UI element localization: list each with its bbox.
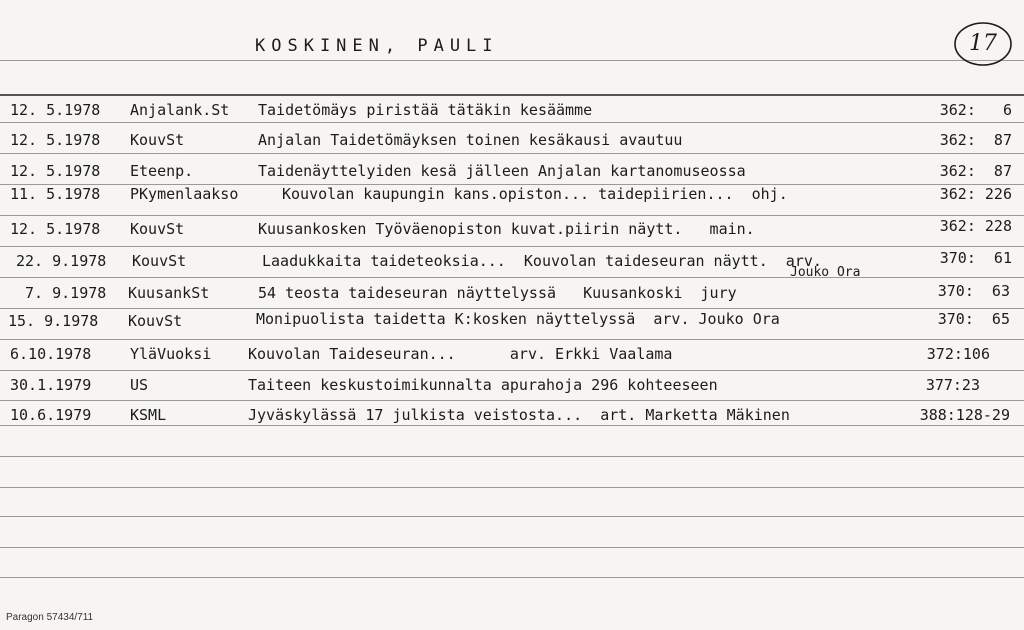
entry-title: Monipuolista taidetta K:kosken näyttelyssä arv. Jouko Ora — [256, 310, 780, 328]
rule — [0, 215, 1024, 216]
printer-mark: Paragon 57434/711 — [6, 612, 94, 623]
entry-title: 54 teosta taideseuran näyttelyssä Kuusankoski jury — [258, 284, 737, 302]
rule — [0, 277, 1024, 278]
entry-title: Taidenäyttelyiden kesä jälleen Anjalan kartanomuseossa — [258, 162, 746, 180]
entry-date: 22. 9.1978 — [16, 252, 107, 270]
entry-source: KouvSt — [128, 312, 183, 330]
entry-source: Anjalank.St — [130, 101, 230, 119]
entry-title: Kuusankosken Työväenopiston kuvat.piirin näytt. main. — [258, 220, 755, 238]
rule — [0, 577, 1024, 578]
entry-date: 7. 9.1978 — [16, 284, 107, 302]
entry-source: PKymenlaakso — [130, 185, 239, 203]
card-name: KOSKINEN, PAULI — [255, 36, 499, 56]
entry-title: Kouvolan Taideseuran... arv. Erkki Vaalama — [248, 345, 673, 363]
entry-source: KouvSt — [130, 131, 185, 149]
entry-ref: 388:128-29 — [919, 406, 1010, 424]
entry-note: Jouko Ora — [790, 265, 861, 280]
rule — [0, 456, 1024, 457]
rule — [0, 516, 1024, 517]
entry-source: KouvSt — [130, 220, 185, 238]
entry-ref: 372:106 — [926, 345, 990, 363]
entry-date: 6.10.1978 — [10, 345, 92, 363]
entry-title: Taidetömäys piristää tätäkin kesäämme — [258, 101, 593, 119]
entry-date: 10.6.1979 — [10, 406, 92, 424]
entry-title: Laadukkaita taideteoksia... Kouvolan taideseuran näytt. arv. — [262, 252, 822, 270]
entry-ref: 370: 63 — [937, 282, 1010, 300]
entry-title: Taiteen keskustoimikunnalta apurahoja 296 kohteeseen — [248, 376, 718, 394]
entry-title: Kouvolan kaupungin kans.opiston... taidepiirien... ohj. — [282, 185, 788, 203]
entry-source: Eteenp. — [130, 162, 194, 180]
entry-ref: 362: 226 — [939, 185, 1012, 203]
rule — [0, 60, 1024, 61]
rule — [0, 400, 1024, 401]
entry-title: Jyväskylässä 17 julkista veistosta... art. Marketta Mäkinen — [248, 406, 790, 424]
rule — [0, 308, 1024, 309]
entry-source: KuusankSt — [128, 284, 210, 302]
entry-ref: 377:23 — [925, 376, 980, 394]
entry-date: 12. 5.1978 — [10, 101, 101, 119]
entry-ref: 362: 228 — [939, 217, 1012, 235]
rule — [0, 246, 1024, 247]
entry-ref: 370: 65 — [937, 310, 1010, 328]
entry-date: 12. 5.1978 — [10, 220, 101, 238]
entry-date: 12. 5.1978 — [10, 162, 101, 180]
rule — [0, 487, 1024, 488]
card-number — [952, 20, 1014, 68]
rule — [0, 425, 1024, 426]
entry-date: 15. 9.1978 — [8, 312, 99, 330]
rule — [0, 153, 1024, 154]
rule — [0, 122, 1024, 123]
entry-ref: 362: 87 — [939, 162, 1012, 180]
entry-ref: 362: 6 — [939, 101, 1012, 119]
rule — [0, 547, 1024, 548]
entry-source: YläVuoksi — [130, 345, 212, 363]
entry-date: 12. 5.1978 — [10, 131, 101, 149]
entry-ref: 370: 61 — [939, 249, 1012, 267]
card-number-text: 17 — [969, 31, 997, 56]
entry-source: KSML — [130, 406, 167, 424]
entry-title: Anjalan Taidetömäyksen toinen kesäkausi avautuu — [258, 131, 683, 149]
entry-source: US — [130, 376, 149, 394]
rule — [0, 94, 1024, 96]
entry-date: 11. 5.1978 — [10, 185, 101, 203]
entry-source: KouvSt — [132, 252, 187, 270]
entry-ref: 362: 87 — [939, 131, 1012, 149]
rule — [0, 339, 1024, 340]
rule — [0, 370, 1024, 371]
entry-date: 30.1.1979 — [10, 376, 92, 394]
